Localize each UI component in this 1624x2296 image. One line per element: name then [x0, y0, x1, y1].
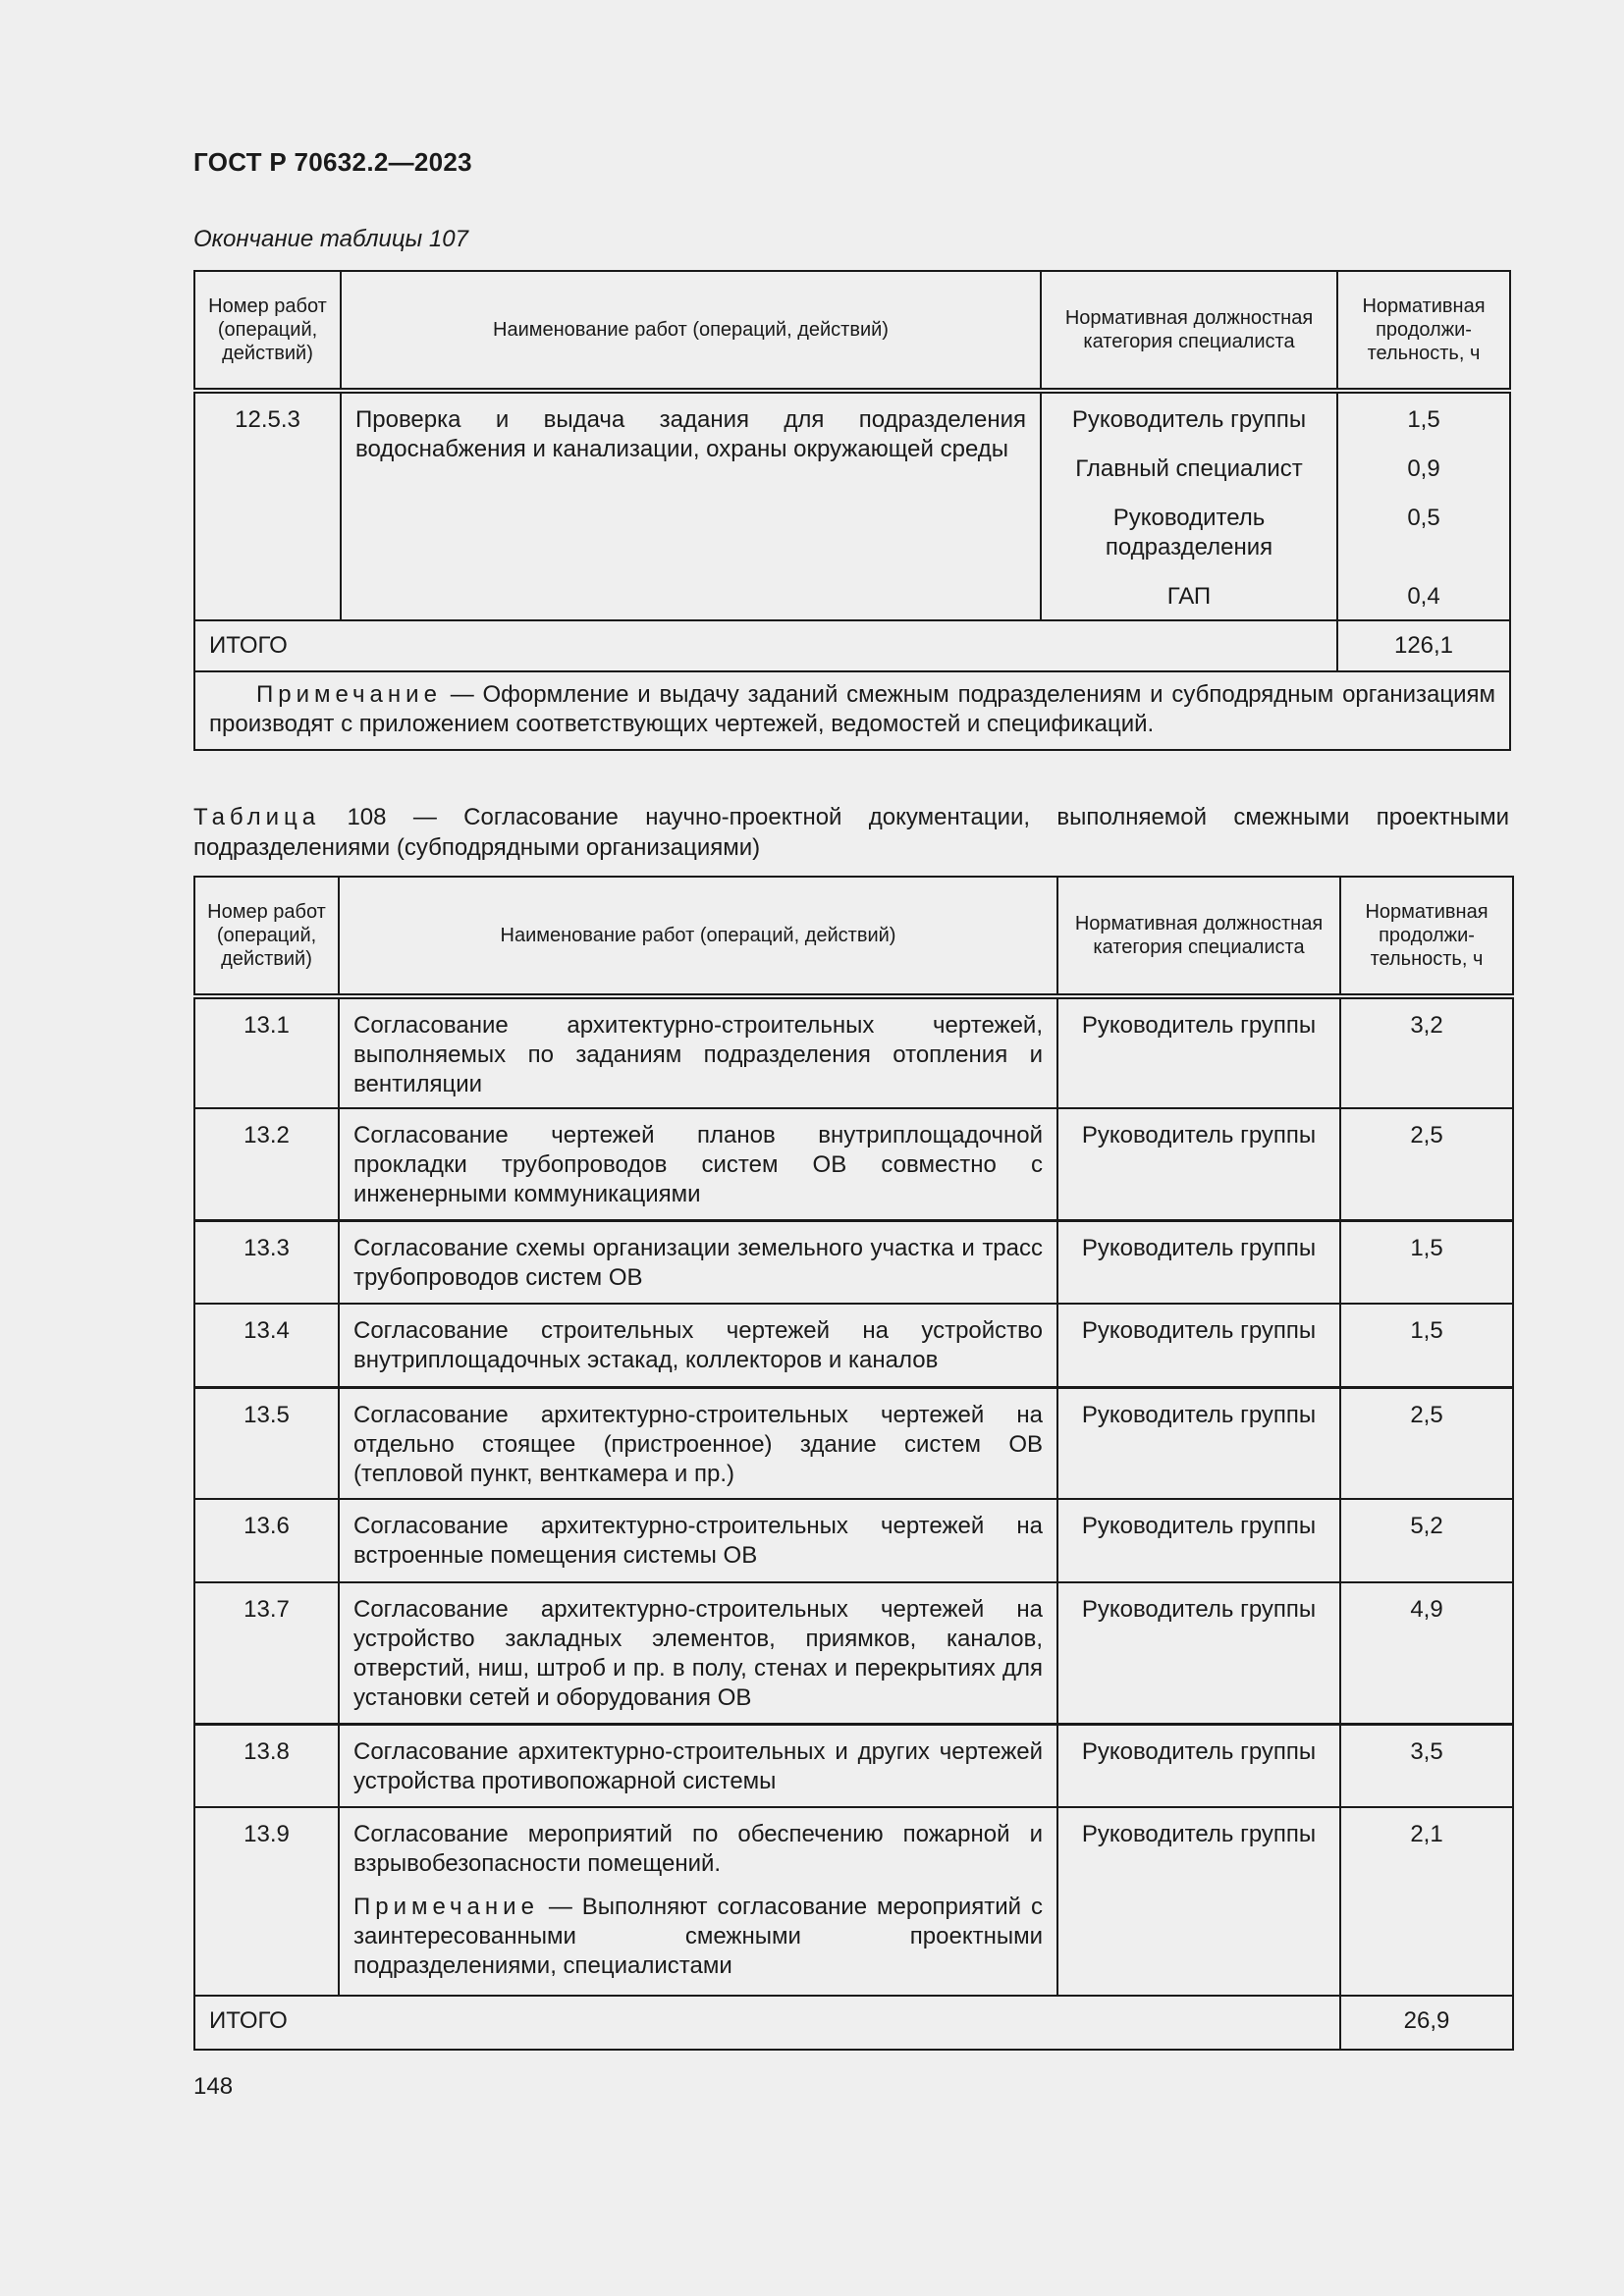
row-category: Руководитель группы — [1057, 1807, 1340, 1996]
row-number: 13.7 — [194, 1582, 339, 1724]
total-label: ИТОГО — [194, 1996, 1340, 2050]
column-header-number: Номер работ (операций, действий) — [194, 877, 339, 996]
total-value: 126,1 — [1337, 620, 1510, 671]
row-duration: 2,1 — [1340, 1807, 1513, 1996]
row-category: Руководитель группы — [1057, 1108, 1340, 1220]
note-label: Примечание — [256, 681, 442, 708]
row-duration: 2,5 — [1340, 1108, 1513, 1220]
total-label: ИТОГО — [194, 620, 1337, 671]
category-item: Руководитель группы — [1071, 406, 1307, 433]
row-category: Руководитель группы — [1057, 1220, 1340, 1304]
row-name: Проверка и выдача задания для подразделения водоснабжения и канализации, охраны окружающей среды — [341, 391, 1041, 620]
row-duration: 1,5 — [1340, 1220, 1513, 1304]
row-duration: 2,5 — [1340, 1387, 1513, 1499]
row-name: Согласование архитектурно-строительных чертежей на встроенные помещения системы ОВ — [339, 1499, 1057, 1582]
caption-text: 108 — Согласование научно-проектной документации, выполняемой смежными проектными подразделениями (субподрядными организациями) — [193, 804, 1509, 861]
row-number: 13.2 — [194, 1108, 339, 1220]
column-header-number: Номер работ (операций, действий) — [194, 271, 341, 391]
duration-item: 0,9 — [1407, 455, 1440, 482]
column-header-name: Наименование работ (операций, действий) — [341, 271, 1041, 391]
duration-item: 1,5 — [1407, 406, 1440, 433]
row-category: Руководитель группы — [1057, 1387, 1340, 1499]
table-row — [194, 1807, 1513, 1996]
table-108-caption — [193, 802, 1509, 863]
row-category: Руководитель группы — [1057, 1582, 1340, 1724]
total-row — [194, 620, 1510, 671]
table-107-caption: Окончание таблицы 107 — [193, 226, 468, 252]
row-number: 13.5 — [194, 1387, 339, 1499]
table-header-row — [194, 271, 1510, 391]
row-category: Руководитель группы — [1057, 1724, 1340, 1807]
row-duration: 4,9 — [1340, 1582, 1513, 1724]
row-name: Согласование чертежей планов внутриплощадочной прокладки трубопроводов систем ОВ совместно с инженерными коммуникациями — [339, 1108, 1057, 1220]
duration-item: 0,4 — [1407, 583, 1440, 610]
table-row — [194, 391, 1510, 620]
document-header: ГОСТ Р 70632.2—2023 — [193, 147, 472, 177]
row-category: Руководитель группы — [1057, 1304, 1340, 1387]
table-row — [194, 1108, 1513, 1220]
column-header-duration: Нормативная продолжи-тельность, ч — [1337, 271, 1510, 391]
column-header-category: Нормативная должностная категория специалиста — [1057, 877, 1340, 996]
table-row — [194, 1220, 1513, 1304]
table-107 — [193, 270, 1511, 751]
table-note — [194, 671, 1510, 750]
note-label: Примечание — [353, 1894, 539, 1920]
row-name — [339, 1807, 1057, 1996]
total-value: 26,9 — [1340, 1996, 1513, 2050]
table-header-row — [194, 877, 1513, 996]
row-name: Согласование архитектурно-строительных и других чертежей устройства противопожарной системы — [339, 1724, 1057, 1807]
row-number: 13.4 — [194, 1304, 339, 1387]
row-durations — [1337, 391, 1510, 620]
column-header-category: Нормативная должностная категория специалиста — [1041, 271, 1337, 391]
table-row — [194, 996, 1513, 1108]
row-name-text: Согласование мероприятий по обеспечению пожарной и взрывобезопасности помещений. — [353, 1821, 1043, 1877]
column-header-duration: Нормативная продолжи-тельность, ч — [1340, 877, 1513, 996]
total-row — [194, 1996, 1513, 2050]
row-number: 13.3 — [194, 1220, 339, 1304]
row-number: 13.9 — [194, 1807, 339, 1996]
row-duration: 3,2 — [1340, 996, 1513, 1108]
row-number: 13.6 — [194, 1499, 339, 1582]
row-name: Согласование архитектурно-строительных чертежей на отдельно стоящее (пристроенное) здание систем ОВ (тепловой пункт, венткамера и пр.) — [339, 1387, 1057, 1499]
category-item: Руководитель подразделения — [1105, 505, 1273, 561]
caption-label: Таблица — [193, 804, 321, 830]
row-note — [353, 1893, 1043, 1981]
category-item: ГАП — [1166, 583, 1212, 610]
row-categories — [1041, 391, 1337, 620]
table-row — [194, 1304, 1513, 1387]
row-name: Согласование архитектурно-строительных чертежей, выполняемых по заданиям подразделения отопления и вентиляции — [339, 996, 1057, 1108]
row-name: Согласование строительных чертежей на устройство внутриплощадочных эстакад, коллекторов и каналов — [339, 1304, 1057, 1387]
row-name: Согласование схемы организации земельного участка и трасс трубопроводов систем ОВ — [339, 1220, 1057, 1304]
table-row — [194, 1582, 1513, 1724]
note-text: — Оформление и выдачу заданий смежным подразделениям и субподрядным организациям производят с приложением соответствующих чертежей, ведомостей и спецификаций. — [209, 681, 1495, 737]
row-duration: 1,5 — [1340, 1304, 1513, 1387]
row-category: Руководитель группы — [1057, 1499, 1340, 1582]
row-duration: 5,2 — [1340, 1499, 1513, 1582]
row-number: 12.5.3 — [194, 391, 341, 620]
row-number: 13.8 — [194, 1724, 339, 1807]
duration-item: 0,5 — [1407, 505, 1440, 531]
table-108 — [193, 876, 1514, 2051]
note-text: — Выполняют согласование мероприятий с заинтересованными смежными проектными подразделениями, специалистами — [353, 1894, 1043, 1979]
page-number: 148 — [193, 2073, 234, 2100]
table-row — [194, 1724, 1513, 1807]
row-duration: 3,5 — [1340, 1724, 1513, 1807]
row-number: 13.1 — [194, 996, 339, 1108]
category-item: Главный специалист — [1075, 455, 1303, 482]
table-row — [194, 1499, 1513, 1582]
column-header-name: Наименование работ (операций, действий) — [339, 877, 1057, 996]
row-category: Руководитель группы — [1057, 996, 1340, 1108]
row-name: Согласование архитектурно-строительных чертежей на устройство закладных элементов, приямков, каналов, отверстий, ниш, штроб и пр. в полу, стенах и перекрытиях для установки сетей и оборудования ОВ — [339, 1582, 1057, 1724]
note-row — [194, 671, 1510, 750]
table-row — [194, 1387, 1513, 1499]
